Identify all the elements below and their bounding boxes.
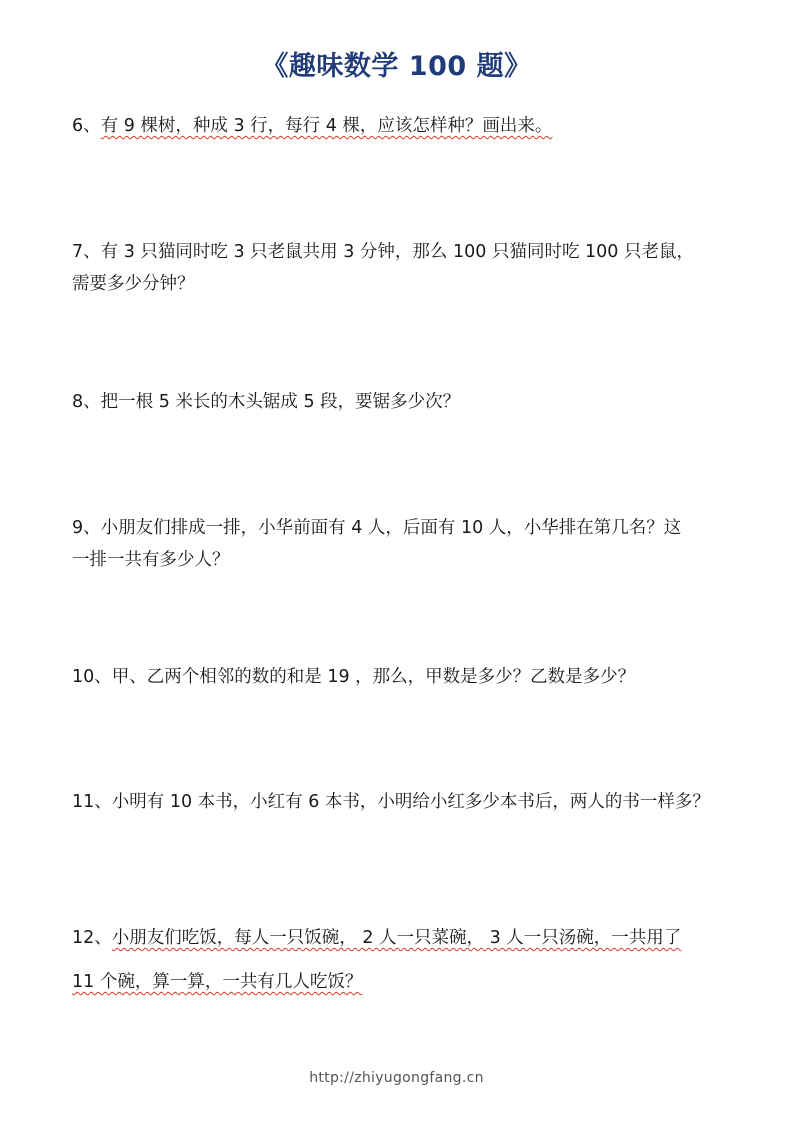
question-9-line-1 [72, 512, 732, 544]
question-12-line-1 [72, 916, 732, 960]
question-10-line-1 [72, 661, 732, 693]
question-11-number: 11、 [72, 792, 112, 812]
question-12-text-1: 小朋友们吃饭，每人一只饭碗， 2 人一只菜碗， 3 人一只汤碗，一共用了 [111, 928, 682, 948]
question-7 [72, 236, 732, 300]
question-8 [72, 386, 732, 418]
question-12-number: 12、 [72, 928, 112, 948]
footer-url: http://zhiyugongfang.cn [309, 1070, 484, 1086]
question-10-number: 10、 [72, 667, 112, 687]
question-9-line-2: 一排一共有多少人？ [72, 550, 230, 570]
question-12 [72, 916, 732, 1004]
question-9-text-1: 小朋友们排成一排，小华前面有 4 人，后面有 10 人，小华排在第几名？这 [100, 518, 682, 538]
question-6 [72, 110, 732, 142]
document-title: 《趣味数学 100 题》 [261, 51, 532, 82]
question-6-text: 有 9 棵树，种成 3 行，每行 4 棵，应该怎样种？画出来。 [100, 116, 553, 136]
question-9 [72, 512, 732, 576]
question-11-line-1 [72, 786, 732, 818]
question-8-number: 8、 [72, 392, 101, 412]
question-6-number: 6、 [72, 116, 101, 136]
question-6-line-1 [72, 110, 732, 142]
question-7-number: 7、 [72, 242, 101, 262]
question-11 [72, 786, 732, 818]
question-10-text: 甲、乙两个相邻的数的和是 19 ，那么，甲数是多少？乙数是多少？ [111, 667, 636, 687]
question-7-text-1: 有 3 只猫同时吃 3 只老鼠共用 3 分钟，那么 100 只猫同时吃 100 只老鼠， [100, 242, 694, 262]
question-10 [72, 661, 732, 693]
question-12-line-2 [72, 960, 732, 1004]
question-7-line-2: 需要多少分钟？ [72, 274, 195, 294]
question-8-line-1 [72, 386, 732, 418]
question-7-line-1 [72, 236, 732, 268]
question-9-number: 9、 [72, 518, 101, 538]
question-11-text: 小明有 10 本书，小红有 6 本书，小明给小红多少本书后，两人的书一样多？ [111, 792, 710, 812]
question-12-text-2: 11 个碗，算一算，一共有几人吃饭？ [72, 972, 363, 992]
question-8-text: 把一根 5 米长的木头锯成 5 段，要锯多少次？ [100, 392, 461, 412]
